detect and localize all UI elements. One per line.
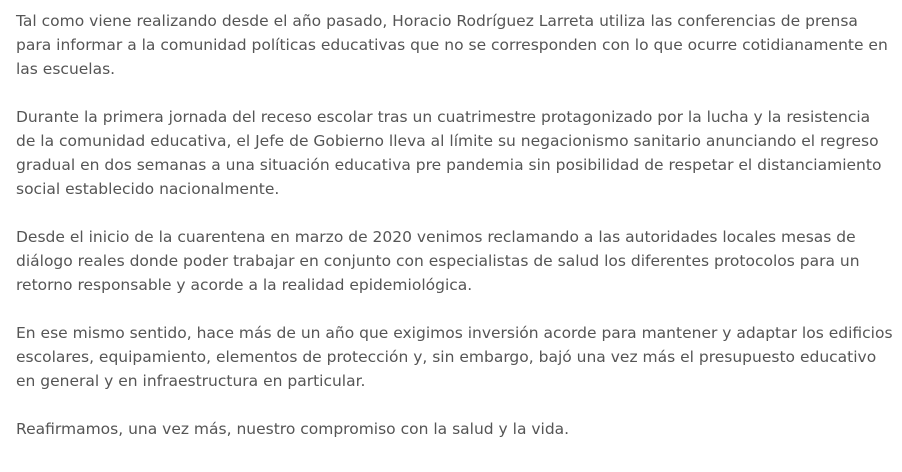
article-paragraph: Desde el inicio de la cuarentena en marzo de 2020 venimos reclamando a las autoridades locales mesas de diálogo reales donde poder trabajar en conjunto con especialistas de salud los diferentes protocolos para un retorno responsable y acorde a la realidad epidemiológica. [16,228,860,294]
article-paragraph: Durante la primera jornada del receso escolar tras un cuatrimestre protagonizado por la lucha y la resistencia de la comunidad educativa, el Jefe de Gobierno lleva al límite su negacionismo sanitario anunciando el regreso gradual en dos semanas a una situación educativa pre pandemia sin posibilidad de respetar el distanciamiento social establecido nacionalmente. [16,108,882,198]
article-paragraph: Tal como viene realizando desde el año pasado, Horacio Rodríguez Larreta utiliza las conferencias de prensa para informar a la comunidad políticas educativas que no se corresponden con lo que ocurre cotidianamente en las escuelas. [16,12,888,78]
article-paragraph: En ese mismo sentido, hace más de un año que exigimos inversión acorde para mantener y adaptar los edificios escolares, equipamiento, elementos de protección y, sin embargo, bajó una vez más el presupuesto educativo en general y en infraestructura en particular. [16,324,893,390]
article-paragraph: Reafirmamos, una vez más, nuestro compromiso con la salud y la vida. [16,420,570,438]
